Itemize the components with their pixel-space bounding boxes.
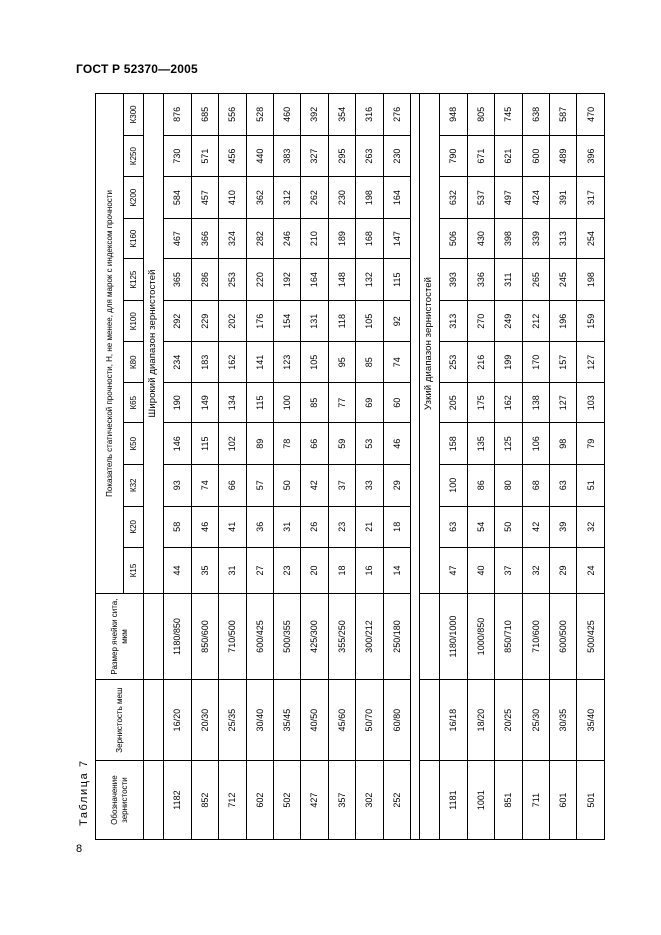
strength-value-cell: 89	[246, 423, 273, 465]
designation-cell: 501	[577, 761, 605, 840]
strength-value-cell: 33	[356, 464, 383, 506]
strength-value-cell: 58	[164, 506, 191, 548]
strength-value-cell: 148	[328, 259, 355, 301]
strength-value-cell: 253	[440, 342, 467, 382]
strength-value-cell: 46	[383, 423, 410, 465]
strength-value-cell: 632	[440, 177, 467, 219]
strength-value-cell: 164	[301, 259, 328, 301]
strength-value-cell: 39	[550, 506, 577, 548]
strength-value-cell: 157	[550, 342, 577, 382]
strength-value-cell: 85	[356, 342, 383, 382]
strength-value-cell: 198	[577, 259, 605, 301]
grade-header: К80	[124, 342, 144, 382]
strength-value-cell: 18	[383, 506, 410, 548]
strength-value-cell: 63	[550, 464, 577, 506]
strength-value-cell: 192	[273, 259, 300, 301]
strength-value-cell: 80	[495, 464, 522, 506]
table-row	[164, 94, 191, 840]
strength-value-cell: 216	[467, 342, 494, 382]
strength-value-cell: 393	[440, 259, 467, 301]
strength-value-cell: 105	[301, 342, 328, 382]
table-row	[301, 94, 328, 840]
strength-value-cell: 40	[467, 548, 494, 594]
strength-value-cell: 51	[577, 464, 605, 506]
strength-value-cell: 587	[550, 94, 577, 136]
strength-value-cell: 313	[440, 300, 467, 342]
section-row	[144, 94, 164, 840]
strength-value-cell: 29	[383, 464, 410, 506]
strength-value-cell: 102	[219, 423, 246, 465]
grade-header: К32	[124, 464, 144, 506]
sieve-size-cell: 600/425	[246, 593, 273, 679]
document-header: ГОСТ Р 52370—2005	[76, 62, 198, 76]
strength-value-cell: 324	[219, 218, 246, 258]
strength-value-cell: 115	[191, 423, 218, 465]
strength-value-cell: 44	[164, 548, 191, 594]
strength-value-cell: 671	[467, 135, 494, 177]
designation-cell: 427	[301, 761, 328, 840]
strength-value-cell: 506	[440, 218, 467, 258]
designation-cell: 851	[495, 761, 522, 840]
strength-value-cell: 456	[219, 135, 246, 177]
strength-value-cell: 457	[191, 177, 218, 219]
strength-value-cell: 245	[550, 259, 577, 301]
section-blank	[420, 761, 440, 840]
strength-value-cell: 497	[495, 177, 522, 219]
strength-value-cell: 47	[440, 548, 467, 594]
strength-value-cell: 210	[301, 218, 328, 258]
designation-cell: 357	[328, 761, 355, 840]
strength-value-cell: 162	[219, 342, 246, 382]
strength-value-cell: 190	[164, 382, 191, 422]
strength-value-cell: 141	[246, 342, 273, 382]
strength-value-cell: 159	[577, 300, 605, 342]
strength-value-cell: 86	[467, 464, 494, 506]
strength-value-cell: 410	[219, 177, 246, 219]
strength-value-cell: 327	[301, 135, 328, 177]
sieve-size-cell: 1000/850	[467, 593, 494, 679]
strength-value-cell: 146	[164, 423, 191, 465]
strength-value-cell: 354	[328, 94, 355, 136]
strength-value-cell: 95	[328, 342, 355, 382]
section-spacer	[410, 94, 419, 840]
sieve-size-cell: 600/500	[550, 593, 577, 679]
sieve-size-cell: 250/180	[383, 593, 410, 679]
strength-value-cell: 263	[356, 135, 383, 177]
strength-value-cell: 286	[191, 259, 218, 301]
strength-value-cell: 100	[440, 464, 467, 506]
sieve-size-cell: 850/710	[495, 593, 522, 679]
strength-value-cell: 362	[246, 177, 273, 219]
table-row	[522, 94, 549, 840]
strength-value-cell: 63	[440, 506, 467, 548]
strength-value-cell: 24	[577, 548, 605, 594]
strength-value-cell: 253	[219, 259, 246, 301]
strength-value-cell: 383	[273, 135, 300, 177]
strength-value-cell: 115	[246, 382, 273, 422]
table-row	[356, 94, 383, 840]
strength-value-cell: 29	[550, 548, 577, 594]
strength-value-cell: 282	[246, 218, 273, 258]
grade-header: К100	[124, 300, 144, 342]
designation-cell: 601	[550, 761, 577, 840]
section-title: Узкий диапазон зернистостей	[420, 94, 440, 594]
strength-value-cell: 805	[467, 94, 494, 136]
sieve-size-cell: 1180/1000	[440, 593, 467, 679]
strength-value-cell: 36	[246, 506, 273, 548]
strength-value-cell: 205	[440, 382, 467, 422]
strength-value-cell: 135	[467, 423, 494, 465]
strength-value-cell: 162	[495, 382, 522, 422]
designation-cell: 712	[219, 761, 246, 840]
strength-value-cell: 790	[440, 135, 467, 177]
strength-value-cell: 270	[467, 300, 494, 342]
table-row	[383, 94, 410, 840]
strength-value-cell: 59	[328, 423, 355, 465]
strength-value-cell: 14	[383, 548, 410, 594]
strength-value-cell: 68	[522, 464, 549, 506]
strength-value-cell: 147	[383, 218, 410, 258]
strength-value-cell: 398	[495, 218, 522, 258]
strength-value-cell: 57	[246, 464, 273, 506]
strength-value-cell: 430	[467, 218, 494, 258]
strength-value-cell: 132	[356, 259, 383, 301]
designation-cell: 711	[522, 761, 549, 840]
table-row	[219, 94, 246, 840]
strength-value-cell: 106	[522, 423, 549, 465]
sieve-size-cell: 850/600	[191, 593, 218, 679]
designation-cell: 852	[191, 761, 218, 840]
strength-value-cell: 85	[301, 382, 328, 422]
strength-value-cell: 35	[191, 548, 218, 594]
strength-value-cell: 66	[219, 464, 246, 506]
sieve-size-cell: 425/300	[301, 593, 328, 679]
mesh-cell: 20/30	[191, 680, 218, 761]
header-sieve-size: Размер ячейки сита, мкм	[96, 593, 144, 679]
table-row	[191, 94, 218, 840]
strength-value-cell: 317	[577, 177, 605, 219]
strength-value-cell: 26	[301, 506, 328, 548]
strength-value-cell: 584	[164, 177, 191, 219]
strength-value-cell: 46	[191, 506, 218, 548]
sieve-size-cell: 1180/850	[164, 593, 191, 679]
strength-value-cell: 621	[495, 135, 522, 177]
mesh-cell: 40/50	[301, 680, 328, 761]
strength-value-cell: 311	[495, 259, 522, 301]
strength-value-cell: 115	[383, 259, 410, 301]
strength-value-cell: 336	[467, 259, 494, 301]
strength-value-cell: 42	[522, 506, 549, 548]
designation-cell: 502	[273, 761, 300, 840]
strength-value-cell: 730	[164, 135, 191, 177]
strength-value-cell: 365	[164, 259, 191, 301]
strength-value-cell: 103	[577, 382, 605, 422]
strength-value-cell: 105	[356, 300, 383, 342]
sieve-size-cell: 355/250	[328, 593, 355, 679]
strength-value-cell: 246	[273, 218, 300, 258]
strength-value-cell: 50	[273, 464, 300, 506]
grade-header: К300	[124, 94, 144, 136]
strength-value-cell: 42	[301, 464, 328, 506]
strength-value-cell: 32	[522, 548, 549, 594]
strength-value-cell: 489	[550, 135, 577, 177]
strength-value-cell: 528	[246, 94, 273, 136]
mesh-cell: 16/18	[440, 680, 467, 761]
strength-value-cell: 149	[191, 382, 218, 422]
strength-value-cell: 313	[550, 218, 577, 258]
strength-value-cell: 202	[219, 300, 246, 342]
section-blank	[420, 593, 440, 679]
strength-value-cell: 31	[219, 548, 246, 594]
strength-value-cell: 66	[301, 423, 328, 465]
strength-value-cell: 316	[356, 94, 383, 136]
strength-value-cell: 876	[164, 94, 191, 136]
strength-value-cell: 396	[577, 135, 605, 177]
strength-value-cell: 638	[522, 94, 549, 136]
sieve-size-cell: 710/500	[219, 593, 246, 679]
strength-value-cell: 189	[328, 218, 355, 258]
strength-value-cell: 745	[495, 94, 522, 136]
sieve-size-cell: 710/600	[522, 593, 549, 679]
strength-value-cell: 229	[191, 300, 218, 342]
strength-value-cell: 391	[550, 177, 577, 219]
strength-value-cell: 175	[467, 382, 494, 422]
designation-cell: 302	[356, 761, 383, 840]
table-row	[577, 94, 605, 840]
grade-header: К160	[124, 218, 144, 258]
strength-table	[95, 93, 605, 840]
strength-value-cell: 53	[356, 423, 383, 465]
strength-value-cell: 27	[246, 548, 273, 594]
strength-value-cell: 154	[273, 300, 300, 342]
strength-value-cell: 460	[273, 94, 300, 136]
sieve-size-cell: 500/425	[577, 593, 605, 679]
strength-value-cell: 571	[191, 135, 218, 177]
grade-header: К65	[124, 382, 144, 422]
strength-value-cell: 69	[356, 382, 383, 422]
strength-value-cell: 254	[577, 218, 605, 258]
strength-value-cell: 127	[577, 342, 605, 382]
strength-value-cell: 118	[328, 300, 355, 342]
strength-value-cell: 125	[495, 423, 522, 465]
strength-value-cell: 138	[522, 382, 549, 422]
mesh-cell: 25/35	[219, 680, 246, 761]
strength-value-cell: 276	[383, 94, 410, 136]
section-title: Широкий диапазон зернистостей	[144, 94, 164, 594]
mesh-cell: 50/70	[356, 680, 383, 761]
strength-value-cell: 537	[467, 177, 494, 219]
table-body	[144, 94, 605, 840]
grade-header: К20	[124, 506, 144, 548]
strength-value-cell: 183	[191, 342, 218, 382]
strength-value-cell: 127	[550, 382, 577, 422]
designation-cell: 252	[383, 761, 410, 840]
strength-value-cell: 199	[495, 342, 522, 382]
sieve-size-cell: 300/212	[356, 593, 383, 679]
strength-value-cell: 366	[191, 218, 218, 258]
strength-value-cell: 37	[328, 464, 355, 506]
section-blank	[420, 680, 440, 761]
table-row	[246, 94, 273, 840]
strength-value-cell: 392	[301, 94, 328, 136]
strength-value-cell: 54	[467, 506, 494, 548]
strength-value-cell: 295	[328, 135, 355, 177]
mesh-cell: 30/40	[246, 680, 273, 761]
rotated-table-container	[95, 93, 605, 840]
strength-value-cell: 164	[383, 177, 410, 219]
strength-value-cell: 23	[328, 506, 355, 548]
table-caption: Таблица 7	[78, 759, 90, 826]
designation-cell: 602	[246, 761, 273, 840]
table-row	[328, 94, 355, 840]
strength-value-cell: 212	[522, 300, 549, 342]
page-number: 8	[76, 843, 83, 855]
strength-value-cell: 100	[273, 382, 300, 422]
strength-value-cell: 948	[440, 94, 467, 136]
strength-value-cell: 37	[495, 548, 522, 594]
grade-header: К125	[124, 259, 144, 301]
strength-value-cell: 470	[577, 94, 605, 136]
designation-cell: 1182	[164, 761, 191, 840]
strength-value-cell: 230	[383, 135, 410, 177]
strength-value-cell: 556	[219, 94, 246, 136]
table-row	[550, 94, 577, 840]
sieve-size-cell: 500/355	[273, 593, 300, 679]
strength-value-cell: 230	[328, 177, 355, 219]
strength-value-cell: 21	[356, 506, 383, 548]
table-row	[467, 94, 494, 840]
strength-value-cell: 440	[246, 135, 273, 177]
grade-header: К50	[124, 423, 144, 465]
strength-value-cell: 467	[164, 218, 191, 258]
strength-value-cell: 74	[383, 342, 410, 382]
mesh-cell: 18/20	[467, 680, 494, 761]
section-row	[420, 94, 440, 840]
strength-value-cell: 196	[550, 300, 577, 342]
strength-value-cell: 220	[246, 259, 273, 301]
strength-value-cell: 16	[356, 548, 383, 594]
table-row	[273, 94, 300, 840]
strength-value-cell: 339	[522, 218, 549, 258]
strength-value-cell: 265	[522, 259, 549, 301]
mesh-cell: 20/25	[495, 680, 522, 761]
mesh-cell: 45/60	[328, 680, 355, 761]
designation-cell: 1181	[440, 761, 467, 840]
grade-header: К200	[124, 177, 144, 219]
strength-value-cell: 41	[219, 506, 246, 548]
strength-value-cell: 20	[301, 548, 328, 594]
strength-value-cell: 176	[246, 300, 273, 342]
strength-value-cell: 98	[550, 423, 577, 465]
strength-value-cell: 74	[191, 464, 218, 506]
strength-value-cell: 79	[577, 423, 605, 465]
strength-value-cell: 123	[273, 342, 300, 382]
strength-value-cell: 158	[440, 423, 467, 465]
section-blank	[144, 680, 164, 761]
strength-value-cell: 249	[495, 300, 522, 342]
mesh-cell: 35/45	[273, 680, 300, 761]
strength-value-cell: 93	[164, 464, 191, 506]
mesh-cell: 35/40	[577, 680, 605, 761]
strength-value-cell: 600	[522, 135, 549, 177]
strength-value-cell: 131	[301, 300, 328, 342]
strength-value-cell: 50	[495, 506, 522, 548]
strength-value-cell: 23	[273, 548, 300, 594]
strength-value-cell: 92	[383, 300, 410, 342]
header-designation: Обозначение зернистости	[96, 761, 144, 840]
grade-header: К250	[124, 135, 144, 177]
strength-value-cell: 170	[522, 342, 549, 382]
table-row	[440, 94, 467, 840]
strength-value-cell: 77	[328, 382, 355, 422]
spacer-cell	[410, 94, 419, 840]
header-mesh: Зернистость меш	[96, 680, 144, 761]
strength-value-cell: 168	[356, 218, 383, 258]
strength-value-cell: 198	[356, 177, 383, 219]
strength-value-cell: 32	[577, 506, 605, 548]
mesh-cell: 30/35	[550, 680, 577, 761]
strength-value-cell: 31	[273, 506, 300, 548]
strength-value-cell: 234	[164, 342, 191, 382]
strength-value-cell: 60	[383, 382, 410, 422]
strength-value-cell: 685	[191, 94, 218, 136]
strength-value-cell: 262	[301, 177, 328, 219]
strength-value-cell: 134	[219, 382, 246, 422]
section-blank	[144, 761, 164, 840]
strength-value-cell: 424	[522, 177, 549, 219]
strength-value-cell: 292	[164, 300, 191, 342]
table-row	[495, 94, 522, 840]
strength-value-cell: 18	[328, 548, 355, 594]
mesh-cell: 16/20	[164, 680, 191, 761]
mesh-cell: 25/30	[522, 680, 549, 761]
grade-header: К15	[124, 548, 144, 594]
strength-value-cell: 312	[273, 177, 300, 219]
designation-cell: 1001	[467, 761, 494, 840]
mesh-cell: 60/80	[383, 680, 410, 761]
section-blank	[144, 593, 164, 679]
header-strength: Показатель статической прочности, Н, не менее, для марок с индексом прочности	[96, 94, 124, 594]
strength-value-cell: 78	[273, 423, 300, 465]
